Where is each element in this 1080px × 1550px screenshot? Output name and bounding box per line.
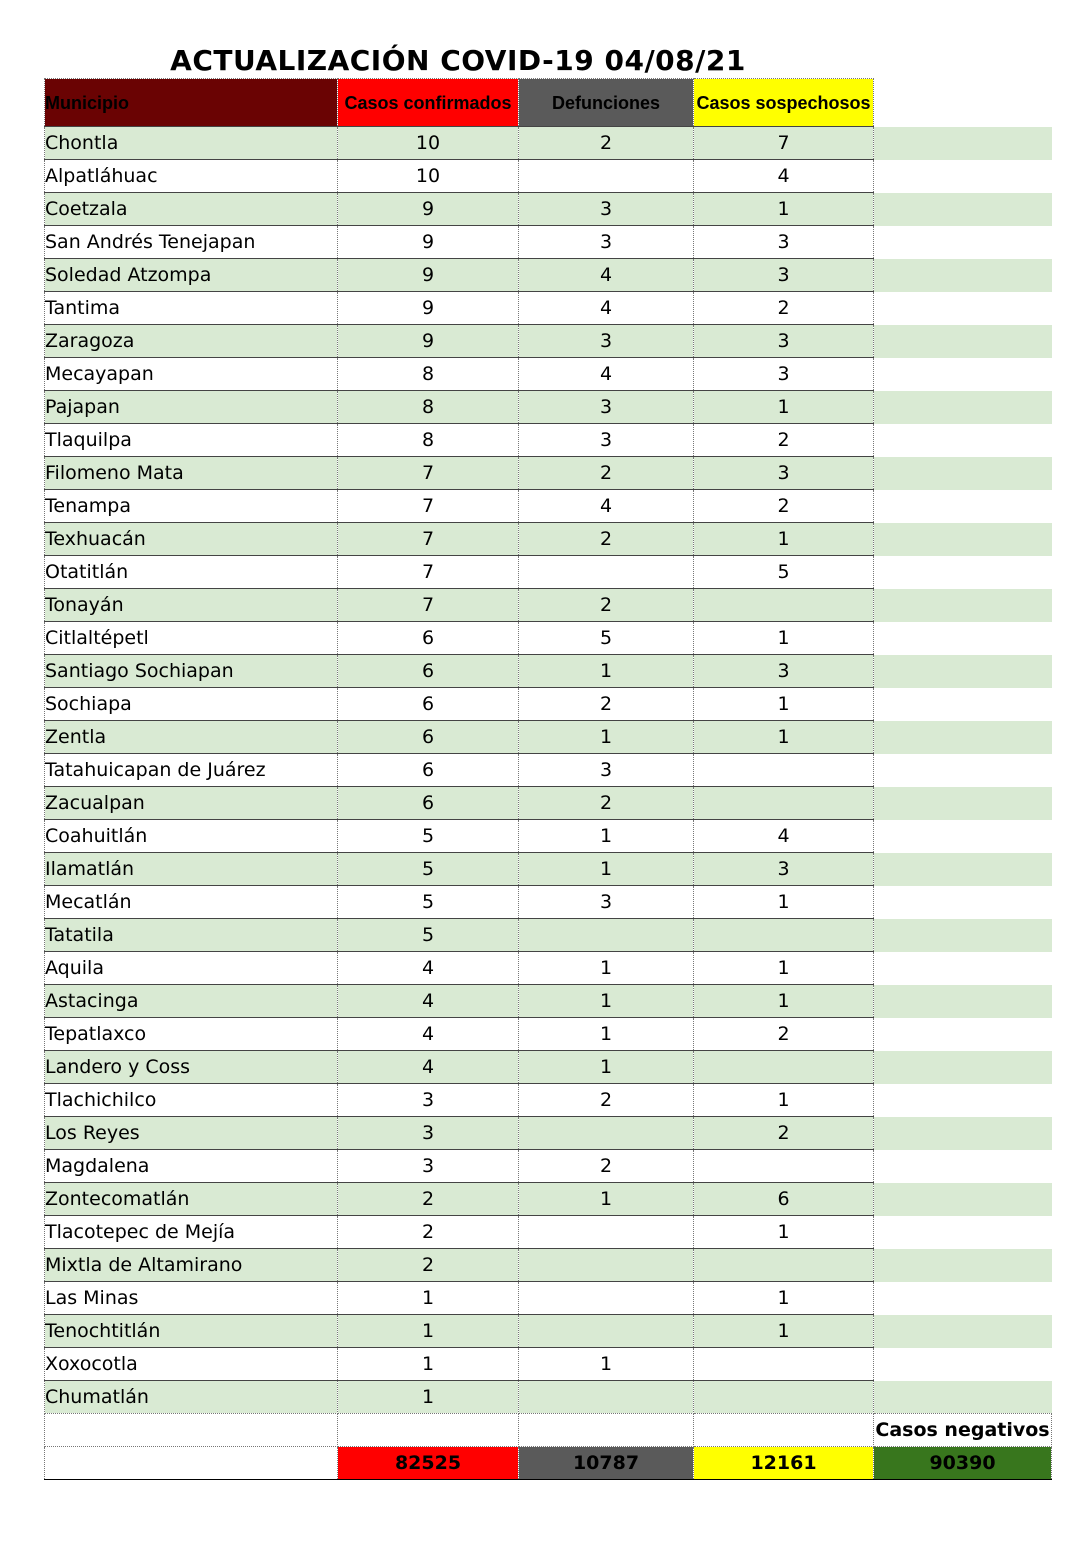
row-spacer <box>874 622 1052 655</box>
row-spacer <box>874 1216 1052 1249</box>
row-spacer <box>874 721 1052 754</box>
casos-negativos-label: Casos negativos <box>874 1414 1052 1447</box>
defunciones-cell: 3 <box>519 391 694 424</box>
casos-sospechosos-cell: 1 <box>694 721 874 754</box>
casos-confirmados-cell: 9 <box>338 292 519 325</box>
empty-cell <box>519 1414 694 1447</box>
casos-confirmados-cell: 2 <box>338 1216 519 1249</box>
municipio-cell: Pajapan <box>45 391 338 424</box>
table-row <box>45 589 1052 622</box>
casos-sospechosos-cell: 2 <box>694 424 874 457</box>
table-row <box>45 259 1052 292</box>
table-row <box>45 127 1052 160</box>
municipio-cell: Coahuitlán <box>45 820 338 853</box>
table-row <box>45 1183 1052 1216</box>
defunciones-cell: 3 <box>519 754 694 787</box>
casos-confirmados-cell: 7 <box>338 556 519 589</box>
casos-sospechosos-cell: 2 <box>694 292 874 325</box>
defunciones-cell: 1 <box>519 820 694 853</box>
casos-sospechosos-cell: 2 <box>694 490 874 523</box>
defunciones-cell: 4 <box>519 259 694 292</box>
municipio-cell: Zaragoza <box>45 325 338 358</box>
defunciones-cell: 4 <box>519 292 694 325</box>
municipio-cell: Chontla <box>45 127 338 160</box>
casos-confirmados-cell: 9 <box>338 325 519 358</box>
casos-confirmados-cell: 6 <box>338 688 519 721</box>
row-spacer <box>874 655 1052 688</box>
casos-sospechosos-cell: 1 <box>694 1216 874 1249</box>
municipio-cell: Aquila <box>45 952 338 985</box>
row-spacer <box>874 325 1052 358</box>
casos-confirmados-cell: 6 <box>338 754 519 787</box>
municipio-cell: Soledad Atzompa <box>45 259 338 292</box>
table-row <box>45 490 1052 523</box>
table-row <box>45 1381 1052 1414</box>
casos-confirmados-cell: 7 <box>338 490 519 523</box>
casos-confirmados-cell: 4 <box>338 1018 519 1051</box>
defunciones-cell: 3 <box>519 325 694 358</box>
municipio-cell: Tenampa <box>45 490 338 523</box>
row-spacer <box>874 1315 1052 1348</box>
defunciones-cell: 2 <box>519 127 694 160</box>
row-spacer <box>874 919 1052 952</box>
municipio-cell: Filomeno Mata <box>45 457 338 490</box>
municipio-cell: Tepatlaxco <box>45 1018 338 1051</box>
row-spacer <box>874 226 1052 259</box>
defunciones-cell <box>519 1216 694 1249</box>
table-row <box>45 193 1052 226</box>
row-spacer <box>874 1381 1052 1414</box>
table-row <box>45 655 1052 688</box>
row-spacer <box>874 1183 1052 1216</box>
casos-sospechosos-cell <box>694 589 874 622</box>
row-spacer <box>874 424 1052 457</box>
defunciones-cell: 2 <box>519 457 694 490</box>
totals-empty-cell <box>45 1447 338 1480</box>
municipio-cell: Ilamatlán <box>45 853 338 886</box>
defunciones-cell <box>519 1282 694 1315</box>
casos-sospechosos-cell: 3 <box>694 325 874 358</box>
municipio-cell: Sochiapa <box>45 688 338 721</box>
table-row <box>45 1348 1052 1381</box>
municipio-cell: Mecatlán <box>45 886 338 919</box>
table-row <box>45 226 1052 259</box>
row-spacer <box>874 886 1052 919</box>
defunciones-cell: 2 <box>519 688 694 721</box>
defunciones-cell: 1 <box>519 853 694 886</box>
table-row <box>45 391 1052 424</box>
defunciones-cell: 1 <box>519 1051 694 1084</box>
empty-cell <box>694 1414 874 1447</box>
casos-confirmados-cell: 3 <box>338 1117 519 1150</box>
table-row <box>45 952 1052 985</box>
casos-confirmados-cell: 2 <box>338 1249 519 1282</box>
table-row <box>45 325 1052 358</box>
defunciones-cell: 4 <box>519 490 694 523</box>
defunciones-cell <box>519 1381 694 1414</box>
casos-confirmados-cell: 1 <box>338 1348 519 1381</box>
municipio-cell: Tlaquilpa <box>45 424 338 457</box>
casos-sospechosos-cell <box>694 1051 874 1084</box>
municipio-cell: Zacualpan <box>45 787 338 820</box>
row-spacer <box>874 556 1052 589</box>
casos-confirmados-cell: 4 <box>338 985 519 1018</box>
casos-sospechosos-cell <box>694 1150 874 1183</box>
defunciones-cell: 2 <box>519 589 694 622</box>
row-spacer <box>874 820 1052 853</box>
casos-sospechosos-cell: 4 <box>694 820 874 853</box>
casos-confirmados-cell: 5 <box>338 853 519 886</box>
defunciones-cell <box>519 1249 694 1282</box>
municipio-cell: Tatahuicapan de Juárez <box>45 754 338 787</box>
casos-sospechosos-cell: 3 <box>694 259 874 292</box>
empty-cell <box>45 1414 338 1447</box>
casos-sospechosos-cell: 1 <box>694 391 874 424</box>
table-row <box>45 160 1052 193</box>
casos-confirmados-cell: 10 <box>338 160 519 193</box>
row-spacer <box>874 259 1052 292</box>
defunciones-cell: 3 <box>519 424 694 457</box>
row-spacer <box>874 523 1052 556</box>
table-row <box>45 787 1052 820</box>
totals-row <box>45 1447 1052 1480</box>
municipio-cell: Astacinga <box>45 985 338 1018</box>
row-spacer <box>874 1051 1052 1084</box>
table-row <box>45 1315 1052 1348</box>
casos-confirmados-cell: 1 <box>338 1315 519 1348</box>
row-spacer <box>874 1018 1052 1051</box>
casos-confirmados-cell: 6 <box>338 655 519 688</box>
casos-sospechosos-cell <box>694 919 874 952</box>
total-casos-negativos: 90390 <box>874 1447 1052 1480</box>
casos-sospechosos-cell <box>694 754 874 787</box>
municipio-cell: Landero y Coss <box>45 1051 338 1084</box>
defunciones-cell: 1 <box>519 1018 694 1051</box>
casos-sospechosos-cell: 3 <box>694 853 874 886</box>
defunciones-cell: 3 <box>519 226 694 259</box>
table-row <box>45 1084 1052 1117</box>
casos-sospechosos-cell: 1 <box>694 622 874 655</box>
casos-sospechosos-cell: 1 <box>694 193 874 226</box>
table-row <box>45 622 1052 655</box>
casos-confirmados-cell: 7 <box>338 523 519 556</box>
defunciones-cell <box>519 1315 694 1348</box>
row-spacer <box>874 985 1052 1018</box>
municipio-cell: Tatatila <box>45 919 338 952</box>
defunciones-cell <box>519 160 694 193</box>
total-casos-confirmados: 82525 <box>338 1447 519 1480</box>
municipio-cell: Mecayapan <box>45 358 338 391</box>
row-spacer <box>874 490 1052 523</box>
total-defunciones: 10787 <box>519 1447 694 1480</box>
row-spacer <box>874 457 1052 490</box>
casos-sospechosos-cell: 2 <box>694 1018 874 1051</box>
casos-confirmados-cell: 9 <box>338 259 519 292</box>
casos-sospechosos-cell: 1 <box>694 523 874 556</box>
casos-confirmados-cell: 7 <box>338 457 519 490</box>
row-spacer <box>874 127 1052 160</box>
table-row <box>45 919 1052 952</box>
municipio-cell: Los Reyes <box>45 1117 338 1150</box>
defunciones-cell: 2 <box>519 1084 694 1117</box>
casos-sospechosos-cell: 1 <box>694 688 874 721</box>
header-municipio: Municipio <box>45 79 338 127</box>
covid-table <box>44 78 1052 1480</box>
defunciones-cell: 2 <box>519 523 694 556</box>
municipio-cell: Tonayán <box>45 589 338 622</box>
table-row <box>45 1051 1052 1084</box>
table-row <box>45 1117 1052 1150</box>
empty-cell <box>338 1414 519 1447</box>
casos-sospechosos-cell: 3 <box>694 358 874 391</box>
row-spacer <box>874 1348 1052 1381</box>
casos-confirmados-cell: 2 <box>338 1183 519 1216</box>
header-casos-sospechosos: Casos sospechosos <box>694 79 874 127</box>
table-row <box>45 886 1052 919</box>
municipio-cell: Otatitlán <box>45 556 338 589</box>
casos-sospechosos-cell: 1 <box>694 1315 874 1348</box>
casos-sospechosos-cell: 1 <box>694 1282 874 1315</box>
table-row <box>45 688 1052 721</box>
casos-confirmados-cell: 6 <box>338 721 519 754</box>
defunciones-cell: 1 <box>519 1348 694 1381</box>
municipio-cell: Tlachichilco <box>45 1084 338 1117</box>
casos-confirmados-cell: 5 <box>338 919 519 952</box>
municipio-cell: Xoxocotla <box>45 1348 338 1381</box>
casos-confirmados-cell: 6 <box>338 787 519 820</box>
casos-sospechosos-cell: 3 <box>694 226 874 259</box>
municipio-cell: Las Minas <box>45 1282 338 1315</box>
row-spacer <box>874 853 1052 886</box>
casos-confirmados-cell: 8 <box>338 358 519 391</box>
row-spacer <box>874 1150 1052 1183</box>
defunciones-cell: 2 <box>519 787 694 820</box>
casos-sospechosos-cell: 6 <box>694 1183 874 1216</box>
municipio-cell: Tlacotepec de Mejía <box>45 1216 338 1249</box>
defunciones-cell: 1 <box>519 721 694 754</box>
casos-sospechosos-cell: 1 <box>694 952 874 985</box>
table-row <box>45 457 1052 490</box>
defunciones-cell <box>519 919 694 952</box>
casos-sospechosos-cell: 2 <box>694 1117 874 1150</box>
casos-sospechosos-cell <box>694 1381 874 1414</box>
casos-sospechosos-cell <box>694 1348 874 1381</box>
casos-sospechosos-cell: 7 <box>694 127 874 160</box>
casos-confirmados-cell: 7 <box>338 589 519 622</box>
row-spacer <box>874 1282 1052 1315</box>
municipio-cell: Tenochtitlán <box>45 1315 338 1348</box>
casos-confirmados-cell: 5 <box>338 886 519 919</box>
defunciones-cell <box>519 1117 694 1150</box>
municipio-cell: San Andrés Tenejapan <box>45 226 338 259</box>
municipio-cell: Zontecomatlán <box>45 1183 338 1216</box>
table-row <box>45 853 1052 886</box>
casos-confirmados-cell: 1 <box>338 1381 519 1414</box>
casos-sospechosos-cell: 4 <box>694 160 874 193</box>
municipio-cell: Alpatláhuac <box>45 160 338 193</box>
defunciones-cell: 5 <box>519 622 694 655</box>
casos-confirmados-cell: 3 <box>338 1084 519 1117</box>
defunciones-cell: 1 <box>519 952 694 985</box>
casos-confirmados-cell: 6 <box>338 622 519 655</box>
casos-confirmados-cell: 4 <box>338 1051 519 1084</box>
casos-confirmados-cell: 8 <box>338 424 519 457</box>
casos-sospechosos-cell: 3 <box>694 457 874 490</box>
casos-sospechosos-cell <box>694 787 874 820</box>
row-spacer <box>874 160 1052 193</box>
defunciones-cell <box>519 556 694 589</box>
casos-sospechosos-cell: 1 <box>694 985 874 1018</box>
municipio-cell: Texhuacán <box>45 523 338 556</box>
municipio-cell: Mixtla de Altamirano <box>45 1249 338 1282</box>
table-row <box>45 1249 1052 1282</box>
total-casos-sospechosos: 12161 <box>694 1447 874 1480</box>
municipio-cell: Magdalena <box>45 1150 338 1183</box>
table-row <box>45 556 1052 589</box>
casos-confirmados-cell: 8 <box>338 391 519 424</box>
negativos-label-row <box>45 1414 1052 1447</box>
municipio-cell: Citlaltépetl <box>45 622 338 655</box>
municipio-cell: Tantima <box>45 292 338 325</box>
row-spacer <box>874 1117 1052 1150</box>
municipio-cell: Chumatlán <box>45 1381 338 1414</box>
casos-confirmados-cell: 5 <box>338 820 519 853</box>
defunciones-cell: 3 <box>519 193 694 226</box>
table-row <box>45 1216 1052 1249</box>
casos-confirmados-cell: 9 <box>338 193 519 226</box>
row-spacer <box>874 952 1052 985</box>
table-row <box>45 754 1052 787</box>
table-row <box>45 292 1052 325</box>
row-spacer <box>874 787 1052 820</box>
casos-confirmados-cell: 9 <box>338 226 519 259</box>
table-row <box>45 820 1052 853</box>
table-row <box>45 1150 1052 1183</box>
row-spacer <box>874 193 1052 226</box>
row-spacer <box>874 358 1052 391</box>
row-spacer <box>874 754 1052 787</box>
casos-sospechosos-cell <box>694 1249 874 1282</box>
table-row <box>45 721 1052 754</box>
defunciones-cell: 1 <box>519 985 694 1018</box>
defunciones-cell: 2 <box>519 1150 694 1183</box>
page-title: ACTUALIZACIÓN COVID-19 04/08/21 <box>170 44 746 77</box>
header-casos-confirmados: Casos confirmados <box>338 79 519 127</box>
table-row <box>45 985 1052 1018</box>
casos-confirmados-cell: 10 <box>338 127 519 160</box>
table-row <box>45 523 1052 556</box>
casos-sospechosos-cell: 5 <box>694 556 874 589</box>
row-spacer <box>874 1249 1052 1282</box>
row-spacer <box>874 589 1052 622</box>
table-row <box>45 1018 1052 1051</box>
municipio-cell: Santiago Sochiapan <box>45 655 338 688</box>
casos-sospechosos-cell: 1 <box>694 1084 874 1117</box>
casos-confirmados-cell: 1 <box>338 1282 519 1315</box>
row-spacer <box>874 292 1052 325</box>
casos-confirmados-cell: 4 <box>338 952 519 985</box>
header-spacer <box>874 79 1052 127</box>
row-spacer <box>874 1084 1052 1117</box>
casos-sospechosos-cell: 3 <box>694 655 874 688</box>
municipio-cell: Zentla <box>45 721 338 754</box>
defunciones-cell: 4 <box>519 358 694 391</box>
defunciones-cell: 1 <box>519 1183 694 1216</box>
table-row <box>45 358 1052 391</box>
row-spacer <box>874 688 1052 721</box>
casos-sospechosos-cell: 1 <box>694 886 874 919</box>
header-row <box>45 79 1052 127</box>
defunciones-cell: 3 <box>519 886 694 919</box>
municipio-cell: Coetzala <box>45 193 338 226</box>
row-spacer <box>874 391 1052 424</box>
defunciones-cell: 1 <box>519 655 694 688</box>
casos-confirmados-cell: 3 <box>338 1150 519 1183</box>
header-defunciones: Defunciones <box>519 79 694 127</box>
table-row <box>45 424 1052 457</box>
table-row <box>45 1282 1052 1315</box>
